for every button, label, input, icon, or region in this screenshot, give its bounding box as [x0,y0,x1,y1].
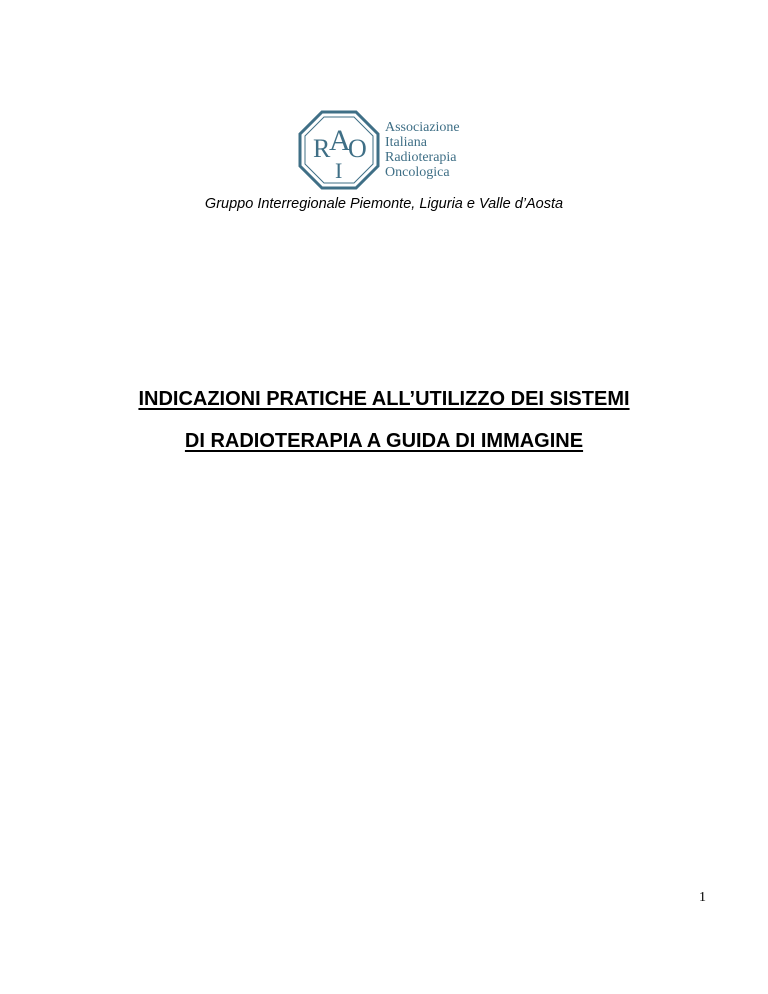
logo-line: Radioterapia [385,150,457,165]
logo-line: Associazione [385,120,460,135]
logo-letter-i: I [335,158,343,183]
group-subtitle: Gruppo Interregionale Piemonte, Liguria e Valle d’Aosta [204,196,564,212]
document-title-line-1: INDICAZIONI PRATICHE ALL’UTILIZZO DEI SISTEMI [138,388,630,410]
document-title-line-2: DI RADIOTERAPIA A GUIDA DI IMMAGINE [184,430,584,452]
logo-letter-a: A [329,124,351,157]
logo-letter-r: R [313,134,331,163]
airo-logo [298,110,488,190]
page-number: 1 [699,890,706,905]
logo-line: Italiana [385,135,427,150]
logo-letter-o: O [348,134,367,163]
logo-line: Oncologica [385,165,450,180]
logo-wordmark [385,120,460,180]
airo-octagon-emblem [298,110,380,190]
